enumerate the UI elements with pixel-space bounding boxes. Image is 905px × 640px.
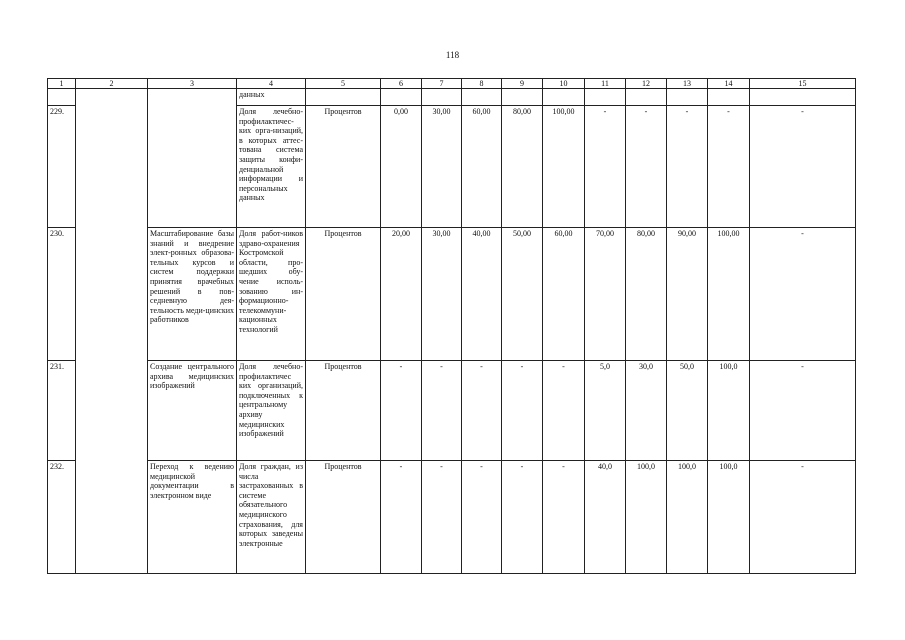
column-number: 2 bbox=[76, 79, 148, 89]
value-cell: 100,00 bbox=[543, 106, 585, 228]
value-cell bbox=[750, 89, 856, 106]
value-cell bbox=[462, 89, 502, 106]
indicator-cell: Доля лечебно-профилактичес ких организаций, подключенных к центральному архиву медицинских изображений bbox=[237, 361, 306, 461]
column-number: 14 bbox=[708, 79, 750, 89]
value-cell: - bbox=[422, 361, 462, 461]
column-number: 15 bbox=[750, 79, 856, 89]
value-cell: 20,00 bbox=[381, 228, 422, 361]
value-cell: 90,00 bbox=[667, 228, 708, 361]
value-cell bbox=[585, 89, 626, 106]
column-number: 6 bbox=[381, 79, 422, 89]
value-cell bbox=[543, 89, 585, 106]
value-cell: - bbox=[750, 106, 856, 228]
value-cell: - bbox=[381, 361, 422, 461]
value-cell bbox=[708, 89, 750, 106]
column-number: 10 bbox=[543, 79, 585, 89]
program-cell bbox=[76, 89, 148, 106]
measure-cell: Переход к ведению медицинской документации в электронном виде bbox=[148, 461, 237, 574]
column-number: 11 bbox=[585, 79, 626, 89]
table-row bbox=[48, 461, 856, 574]
column-number: 4 bbox=[237, 79, 306, 89]
page-number: 118 bbox=[445, 50, 460, 60]
indicator-cell: Доля лечебно-профилактичес-ких орга-низаций, в которых аттес-тована система защиты конфи-денциальной информации и персональных данных bbox=[237, 106, 306, 228]
row-number-cell: 232. bbox=[48, 461, 76, 574]
value-cell: - bbox=[626, 106, 667, 228]
value-cell: 30,00 bbox=[422, 228, 462, 361]
value-cell: 30,0 bbox=[626, 361, 667, 461]
value-cell: 30,00 bbox=[422, 106, 462, 228]
unit-cell: Процентов bbox=[306, 228, 381, 361]
table-row bbox=[48, 106, 856, 228]
value-cell: 50,00 bbox=[502, 228, 543, 361]
value-cell: 100,0 bbox=[708, 461, 750, 574]
table-row bbox=[48, 361, 856, 461]
value-cell: 60,00 bbox=[462, 106, 502, 228]
table-row bbox=[48, 228, 856, 361]
value-cell: 100,0 bbox=[626, 461, 667, 574]
unit-cell: Процентов bbox=[306, 106, 381, 228]
program-cell bbox=[76, 228, 148, 361]
column-number: 8 bbox=[462, 79, 502, 89]
continuation-row bbox=[48, 89, 856, 106]
value-cell: 40,00 bbox=[462, 228, 502, 361]
value-cell: - bbox=[708, 106, 750, 228]
column-number: 1 bbox=[48, 79, 76, 89]
value-cell: - bbox=[462, 461, 502, 574]
value-cell: - bbox=[543, 361, 585, 461]
value-cell: - bbox=[667, 106, 708, 228]
value-cell: 5,0 bbox=[585, 361, 626, 461]
row-number-cell: 229. bbox=[48, 106, 76, 228]
column-number: 9 bbox=[502, 79, 543, 89]
value-cell: 100,0 bbox=[708, 361, 750, 461]
value-cell: 0,00 bbox=[381, 106, 422, 228]
unit-cell: Процентов bbox=[306, 461, 381, 574]
row-number-cell: 230. bbox=[48, 228, 76, 361]
value-cell bbox=[626, 89, 667, 106]
value-cell: - bbox=[381, 461, 422, 574]
unit-cell bbox=[306, 89, 381, 106]
value-cell: - bbox=[750, 228, 856, 361]
value-cell: - bbox=[750, 361, 856, 461]
value-cell: 80,00 bbox=[502, 106, 543, 228]
column-number: 7 bbox=[422, 79, 462, 89]
value-cell: 50,0 bbox=[667, 361, 708, 461]
row-number-cell: 231. bbox=[48, 361, 76, 461]
measure-cell: Создание центрального архива медицинских изображений bbox=[148, 361, 237, 461]
value-cell: - bbox=[585, 106, 626, 228]
row-number-cell bbox=[48, 89, 76, 106]
value-cell bbox=[502, 89, 543, 106]
value-cell: 40,0 bbox=[585, 461, 626, 574]
column-number-row bbox=[48, 79, 856, 89]
column-number: 3 bbox=[148, 79, 237, 89]
indicators-table bbox=[47, 78, 856, 574]
value-cell: 100,0 bbox=[667, 461, 708, 574]
value-cell bbox=[381, 89, 422, 106]
measure-cell bbox=[148, 106, 237, 228]
column-number: 5 bbox=[306, 79, 381, 89]
value-cell: 100,00 bbox=[708, 228, 750, 361]
value-cell bbox=[667, 89, 708, 106]
indicator-cell: Доля работ-ников здраво-охранения Костромской области, про-шедших обу-чение исполь-зованию ин-формационно-телекоммуни-кационных технологий bbox=[237, 228, 306, 361]
value-cell bbox=[422, 89, 462, 106]
column-number: 13 bbox=[667, 79, 708, 89]
value-cell: - bbox=[543, 461, 585, 574]
indicator-cell: Доля граждан, из числа застрахованных в системе обязательного медицинского страхования, для которых заведены электронные bbox=[237, 461, 306, 574]
value-cell: - bbox=[750, 461, 856, 574]
indicator-cell: данных bbox=[237, 89, 306, 106]
program-cell bbox=[76, 361, 148, 461]
value-cell: 70,00 bbox=[585, 228, 626, 361]
value-cell: 80,00 bbox=[626, 228, 667, 361]
value-cell: - bbox=[422, 461, 462, 574]
program-cell bbox=[76, 461, 148, 574]
value-cell: 60,00 bbox=[543, 228, 585, 361]
value-cell: - bbox=[502, 361, 543, 461]
program-cell bbox=[76, 106, 148, 228]
unit-cell: Процентов bbox=[306, 361, 381, 461]
value-cell: - bbox=[502, 461, 543, 574]
measure-cell: Масштабирование базы знаний и внедрение элект-ронных образова-тельных курсов и систем поддержки принятия врачебных решений в пов-седневную дея-тельность меди-цинских работников bbox=[148, 228, 237, 361]
column-number: 12 bbox=[626, 79, 667, 89]
measure-cell bbox=[148, 89, 237, 106]
value-cell: - bbox=[462, 361, 502, 461]
